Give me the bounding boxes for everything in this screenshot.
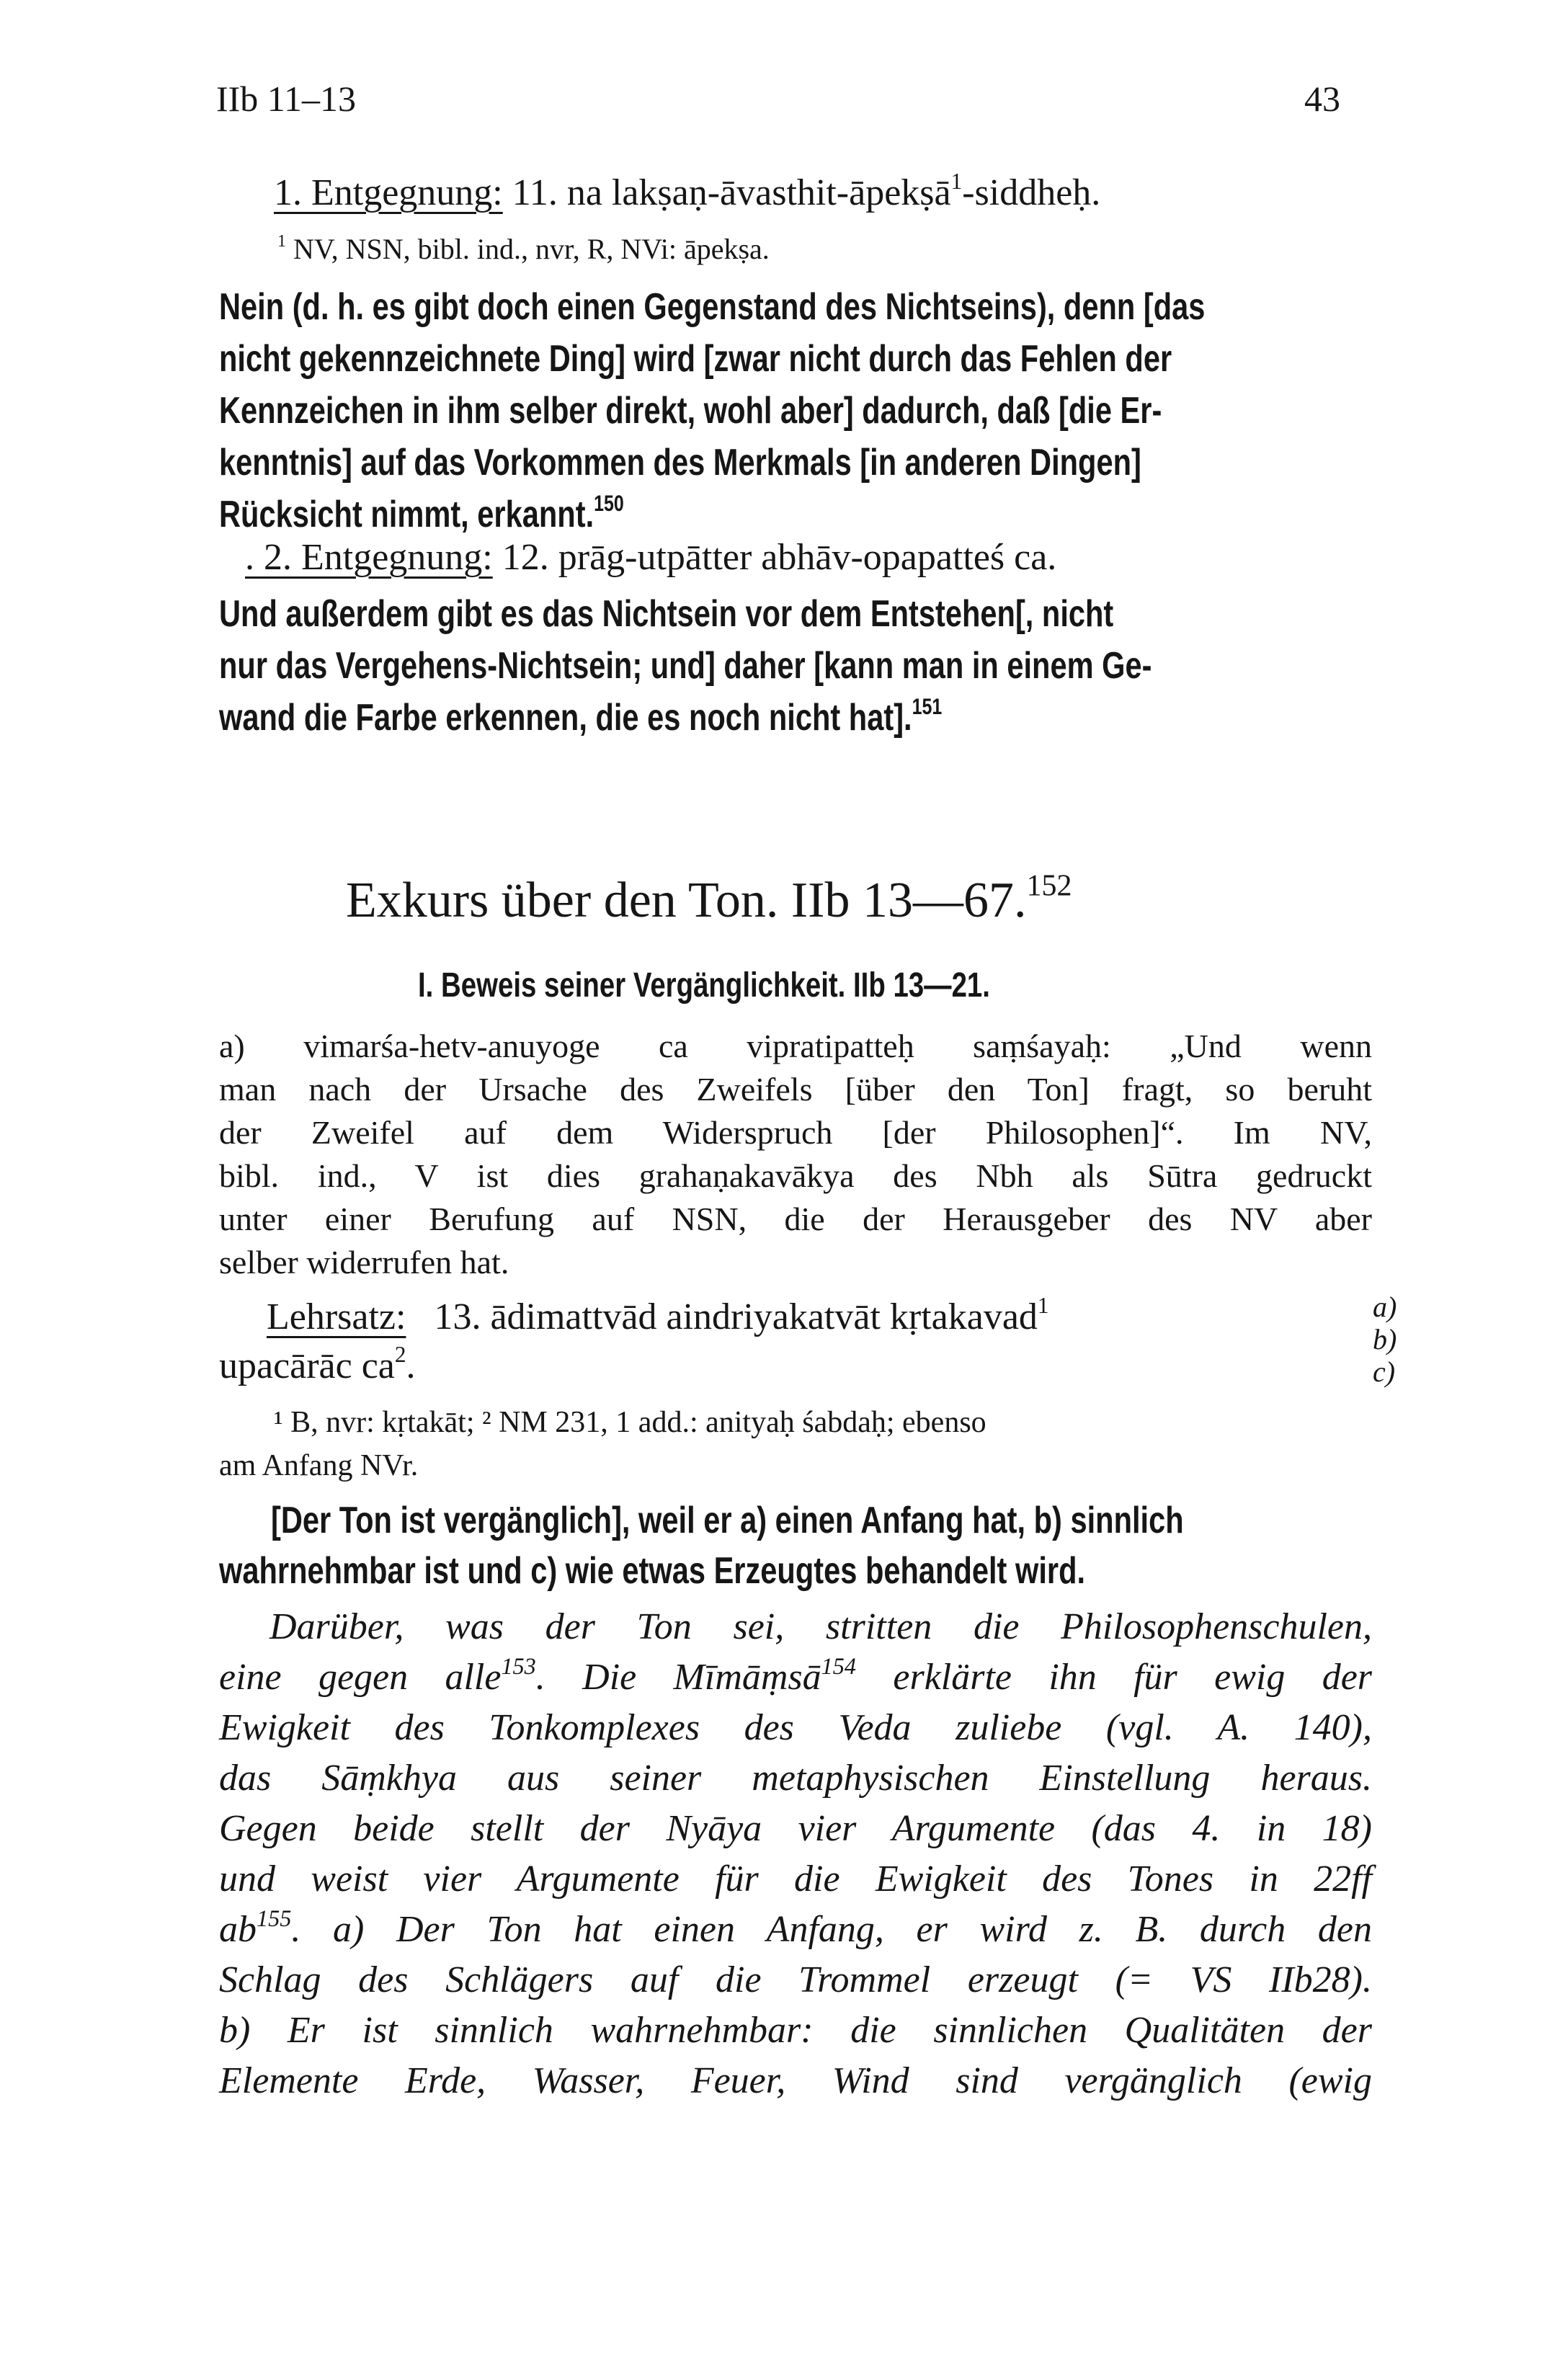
note-a-block [219, 1027, 1372, 1286]
sutra-11-text: 11. na lakṣaṇ-āvasthit-āpekṣā [512, 172, 951, 213]
sutra-11-footnote-ref: 1 [950, 169, 963, 195]
sutra-11-apparatus [277, 232, 770, 266]
commentary-text: erklärte ihn für ewig der [856, 1657, 1373, 1698]
excursus-title-text: Exkurs über den Ton. IIb 13—67. [346, 873, 1027, 928]
commentary-line [219, 1653, 1373, 1706]
note-a-last-line: selber widerrufen hat. [219, 1244, 509, 1281]
translation-line: Und außerdem gibt es das Nichtsein vor dem Entstehen[, nicht [219, 593, 1114, 635]
translation-last-text: wand die Farbe erkennen, die es noch nicht hat]. [219, 697, 912, 739]
translation-last-text: Rücksicht nimmt, erkannt. [219, 494, 594, 535]
sutra-12-text: 12. prāg-utpātter abhāv-opapatteś ca. [502, 537, 1057, 578]
commentary-text: eine gegen alle [219, 1657, 502, 1698]
translation-line: Nein (d. h. es gibt doch einen Gegenstand des Nichtseins), denn [das [219, 286, 1206, 328]
sutra-13-text: 13. ādimattvād aindriyakatvāt kṛtakavad [434, 1296, 1038, 1337]
lehrsatz-apparatus-line-2: am Anfang NVr. [219, 1449, 419, 1482]
lehrsatz-label: Lehrsatz: [267, 1296, 406, 1337]
excursus-title [346, 869, 1072, 930]
subheading: I. Beweis seiner Vergänglichkeit. IIb 13—21. [418, 966, 990, 1005]
first-objection-translation [219, 285, 1372, 545]
endnote-ref-151: 151 [912, 694, 943, 720]
endnote-ref-155: 155 [257, 1905, 292, 1932]
commentary-line [219, 1905, 1372, 1959]
note-a-line: bibl. ind., V ist dies grahaṇakavākya des Nbh als Sūtra gedruckt [219, 1157, 1372, 1194]
sutra-13-line2: upacārāc ca [219, 1345, 395, 1386]
endnote-ref-154: 154 [821, 1653, 857, 1680]
note-a-line: man nach der Ursache des Zweifels [über den Ton] fragt, so beruht [219, 1071, 1372, 1108]
sutra-13-footnote-ref-1: 1 [1037, 1293, 1049, 1319]
note-a-line: der Zweifel auf dem Widerspruch [der Philosophen]“. Im NV, [219, 1114, 1372, 1151]
lehrsatz-translation-line-1: [Der Ton ist vergänglich], weil er a) einen Anfang hat, b) sinnlich [271, 1500, 1184, 1541]
lehrsatz-line-2 [219, 1342, 416, 1387]
endnote-ref-150: 150 [594, 491, 624, 517]
commentary-block [219, 1606, 1372, 2110]
translation-line: nur das Vergehens-Nichtsein; und] daher [kann man in einem Ge- [219, 645, 1152, 687]
sutra-13-line2-end: . [406, 1345, 416, 1386]
second-objection-sutra [245, 536, 1056, 579]
note-a-line: unter einer Berufung auf NSN, die der Herausgeber des NV aber [219, 1201, 1372, 1237]
translation-line: nicht gekennzeichnete Ding] wird [zwar nicht durch das Fehlen der [219, 338, 1172, 380]
commentary-text: . Die Mīmāṃsā [535, 1657, 821, 1698]
commentary-line: Ewigkeit des Tonkomplexes des Veda zuliebe (vgl. A. 140), [219, 1707, 1372, 1748]
commentary-line: b) Er ist sinnlich wahrnehmbar: die sinnlichen Qualitäten der [219, 2010, 1372, 2051]
sutra-11-end: -siddheḥ. [962, 172, 1101, 213]
translation-last-line [219, 696, 1141, 748]
commentary-line: Darüber, was der Ton sei, stritten die Philosophenschulen, [270, 1606, 1372, 1647]
commentary-line: Elemente Erde, Wasser, Feuer, Wind sind vergänglich (ewig [219, 2060, 1372, 2101]
sutra-13-footnote-ref-2: 2 [394, 1342, 406, 1368]
endnote-ref-152: 152 [1026, 869, 1072, 903]
translation-line: Kennzeichen in ihm selber direkt, wohl aber] dadurch, daß [die Er- [219, 390, 1162, 432]
commentary-line: Schlag des Schlägers auf die Trommel erzeugt (= VS IIb28). [219, 1959, 1372, 2000]
commentary-line: und weist vier Argumente für die Ewigkeit des Tones in 22ff [219, 1858, 1372, 1900]
endnote-ref-153: 153 [501, 1653, 536, 1680]
lehrsatz-line-1 [267, 1293, 1049, 1338]
commentary-text: . a) Der Ton hat einen Anfang, er wird z. B. durch den [291, 1909, 1372, 1950]
lehrsatz-apparatus-line-1: ¹ B, nvr: kṛtakāt; ² NM 231, 1 add.: anityaḥ śabdaḥ; ebenso [274, 1406, 986, 1439]
commentary-text: ab [219, 1909, 257, 1950]
commentary-line: das Sāṃkhya aus seiner metaphysischen Einstellung heraus. [219, 1758, 1372, 1799]
note-a-line: a) vimarśa-hetv-anuyoge ca vipratipatteḥ saṃśayaḥ: „Und wenn [219, 1028, 1372, 1064]
translation-line: kenntnis] auf das Vorkommen des Merkmals [in anderen Dingen] [219, 442, 1141, 484]
margin-label-b: b) [1373, 1323, 1397, 1355]
page-number: 43 [1304, 79, 1340, 119]
second-objection-translation [219, 592, 1372, 748]
apparatus-mark: 1 [277, 232, 286, 251]
first-objection-label: 1. Entgegnung: [274, 172, 503, 213]
margin-label-c: c) [1373, 1355, 1396, 1388]
commentary-line: Gegen beide stellt der Nyāya vier Argumente (das 4. in 18) [219, 1808, 1372, 1849]
margin-label-a: a) [1373, 1291, 1397, 1323]
apparatus-text: NV, NSN, bibl. ind., nvr, R, NVi: āpekṣa. [293, 233, 770, 265]
first-objection-sutra [274, 169, 1101, 214]
second-objection-label: . 2. Entgegnung: [245, 537, 493, 578]
lehrsatz-translation-line-2: wahrnehmbar ist und c) wie etwas Erzeugtes behandelt wird. [219, 1550, 1086, 1592]
running-header-section: IIb 11–13 [216, 79, 356, 119]
